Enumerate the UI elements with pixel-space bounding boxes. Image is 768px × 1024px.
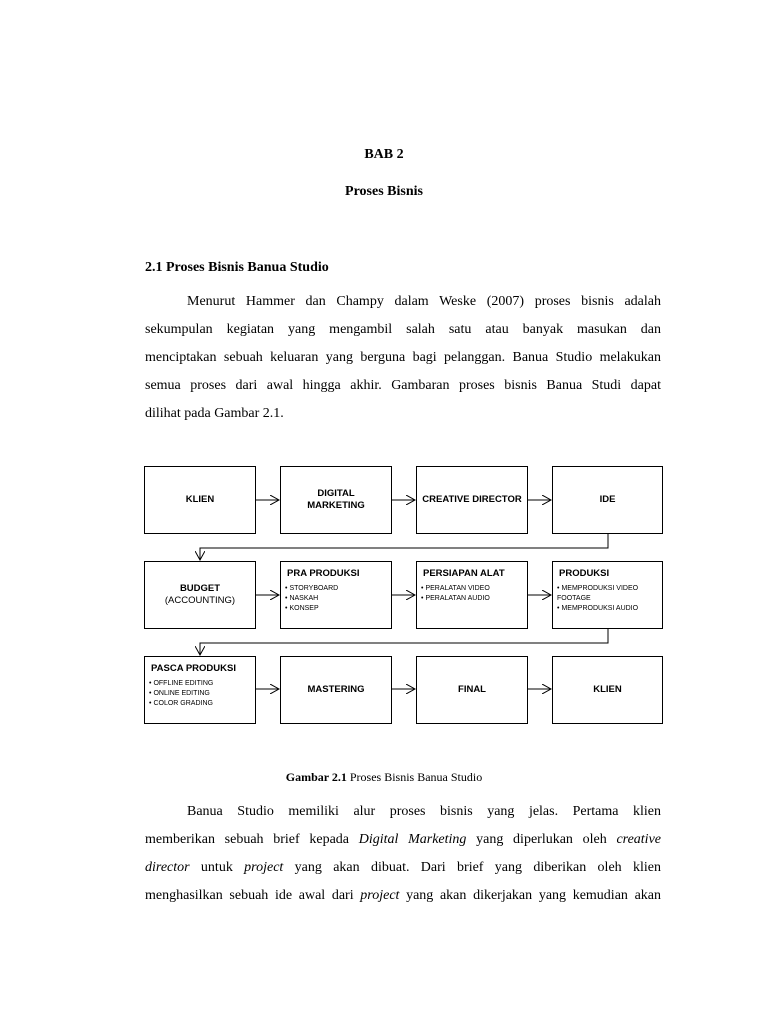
box-label: CREATIVE DIRECTOR (422, 494, 522, 505)
box-label: FINAL (458, 684, 486, 695)
para1-line: dilihat pada Gambar 2.1. (145, 406, 284, 421)
para2-line: memberikan sebuah brief kepada Digital Marketing yang diperlukan oleh creative (145, 832, 662, 847)
box-title: PASCA PRODUKSI (151, 663, 236, 674)
caption-text: Proses Bisnis Banua Studio (349, 770, 483, 784)
box-list (557, 584, 661, 614)
list-item: • COLOR GRADING (149, 699, 213, 709)
box-sublabel: (ACCOUNTING) (164, 595, 236, 606)
box-pasca-produksi (144, 656, 256, 724)
box-label: MASTERING (307, 684, 365, 695)
box-list (421, 584, 490, 604)
box-creative-director (416, 466, 528, 534)
box-digital-marketing (280, 466, 392, 534)
list-item: • MEMPRODUKSI AUDIO (557, 604, 661, 614)
box-title: PRODUKSI (559, 568, 610, 579)
para2-line: Banua Studio memiliki alur proses bisnis yang jelas. Pertama klien (187, 804, 661, 819)
box-final (416, 656, 528, 724)
box-label: DIGITAL MARKETING (307, 488, 365, 511)
box-label: IDE (599, 494, 616, 505)
box-list (285, 584, 338, 614)
list-item: • PERALATAN AUDIO (421, 594, 490, 604)
para1-line: Menurut Hammer dan Champy dalam Weske (2007) proses bisnis adalah (187, 294, 661, 309)
box-budget (144, 561, 256, 629)
para2-line: menghasilkan sebuah ide awal dari project yang akan dikerjakan yang kemudian akan (145, 888, 662, 903)
list-item: • OFFLINE EDITING (149, 679, 213, 689)
box-label: BUDGET (179, 583, 221, 594)
box-klien-final (552, 656, 663, 724)
para1-line: menciptakan sebuah keluaran yang berguna bagi pelanggan. Banua Studio melakukan (145, 350, 661, 365)
box-persiapan-alat (416, 561, 528, 629)
list-item: • NASKAH (285, 594, 338, 604)
section-heading: 2.1 Proses Bisnis Banua Studio (145, 260, 329, 275)
list-item: • ONLINE EDITING (149, 689, 213, 699)
box-title: PERSIAPAN ALAT (423, 568, 505, 579)
box-list (149, 679, 213, 709)
list-item: • KONSEP (285, 604, 338, 614)
list-item: • STORYBOARD (285, 584, 338, 594)
list-item: • PERALATAN VIDEO (421, 584, 490, 594)
para2-line: director untuk project yang akan dibuat. Dari brief yang diberikan oleh klien (145, 860, 661, 875)
box-label: KLIEN (593, 684, 622, 695)
box-label: KLIEN (185, 494, 215, 505)
caption-label: Gambar 2.1 (285, 770, 347, 784)
box-mastering (280, 656, 392, 724)
box-produksi (552, 561, 663, 629)
paragraph-body (145, 798, 661, 910)
chapter-heading: BAB 2 (364, 147, 404, 162)
list-item: • MEMPRODUKSI VIDEO FOOTAGE (557, 584, 661, 604)
para1-line: sekumpulan kegiatan yang mengambil salah satu atau banyak masukan dan (145, 322, 661, 337)
box-pra-produksi (280, 561, 392, 629)
para1-line: semua proses dari awal hingga akhir. Gambaran proses bisnis Banua Studi dapat (145, 378, 661, 393)
box-title: PRA PRODUKSI (287, 568, 360, 579)
box-ide (552, 466, 663, 534)
chapter-title: Proses Bisnis (345, 184, 423, 199)
figure-caption (0, 770, 768, 785)
box-klien (144, 466, 256, 534)
